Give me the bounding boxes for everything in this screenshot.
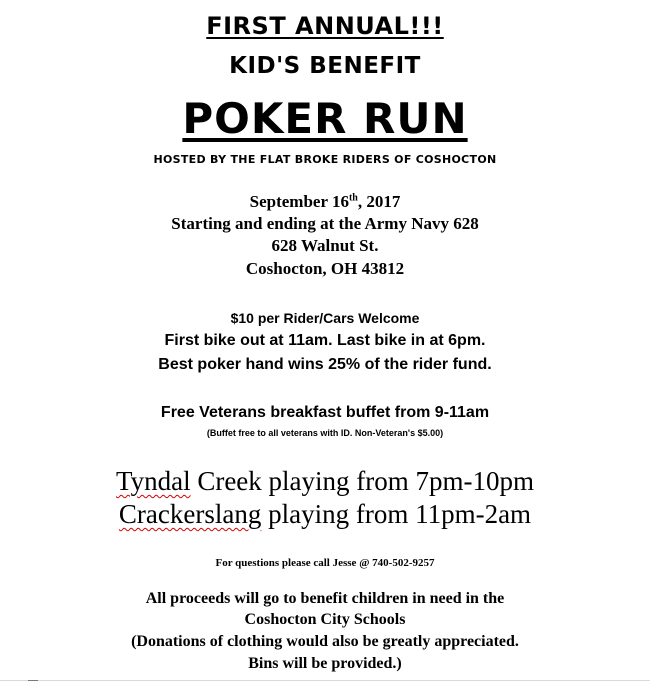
- details-poker-prize: Best poker hand wins 25% of the rider fund.: [158, 356, 492, 373]
- contact-info: For questions please call Jesse @ 740-502-9257: [215, 557, 435, 569]
- band-line-2: [0, 499, 650, 530]
- details-times: First bike out at 11am. Last bike in at 6pm.: [164, 332, 486, 349]
- event-address-street: 628 Walnut St.: [271, 236, 379, 255]
- header-hosted-by: HOSTED BY THE FLAT BROKE RIDERS OF COSHOCTON: [153, 153, 497, 166]
- band-2-rest: playing from 11pm-2am: [261, 499, 532, 529]
- event-date-year: , 2017: [357, 192, 401, 211]
- proceeds-line-3: (Donations of clothing would also be greatly appreciated.: [131, 633, 519, 650]
- event-date: [0, 192, 650, 212]
- header-poker-run: POKER RUN: [182, 94, 468, 143]
- page-corner-mark: [28, 680, 38, 681]
- header-first-annual: FIRST ANNUAL!!!: [206, 12, 444, 40]
- band-1-rest: Creek playing from 7pm-10pm: [190, 466, 535, 496]
- details-veterans-note: (Buffet free to all veterans with ID. Non-Veteran's $5.00): [206, 428, 444, 438]
- event-date-main: September 16: [249, 192, 349, 211]
- proceeds-line-4: Bins will be provided.): [248, 655, 402, 672]
- page-bottom-divider: [0, 680, 650, 681]
- event-address-city: Coshocton, OH 43812: [245, 259, 405, 278]
- event-date-suffix: th: [348, 192, 358, 204]
- proceeds-line-1: All proceeds will go to benefit children in need in the: [145, 590, 505, 607]
- header-kids-benefit: KID'S BENEFIT: [229, 53, 421, 79]
- proceeds-line-2: Coshocton City Schools: [244, 611, 406, 628]
- band-line-1: [0, 466, 650, 497]
- event-start-location: Starting and ending at the Army Navy 628: [171, 214, 479, 233]
- details-fee: $10 per Rider/Cars Welcome: [230, 310, 420, 326]
- band-1-name: Tyndal: [115, 466, 191, 496]
- band-2-name: Crackerslang: [118, 499, 262, 529]
- details-veterans-breakfast: Free Veterans breakfast buffet from 9-11am: [160, 404, 490, 421]
